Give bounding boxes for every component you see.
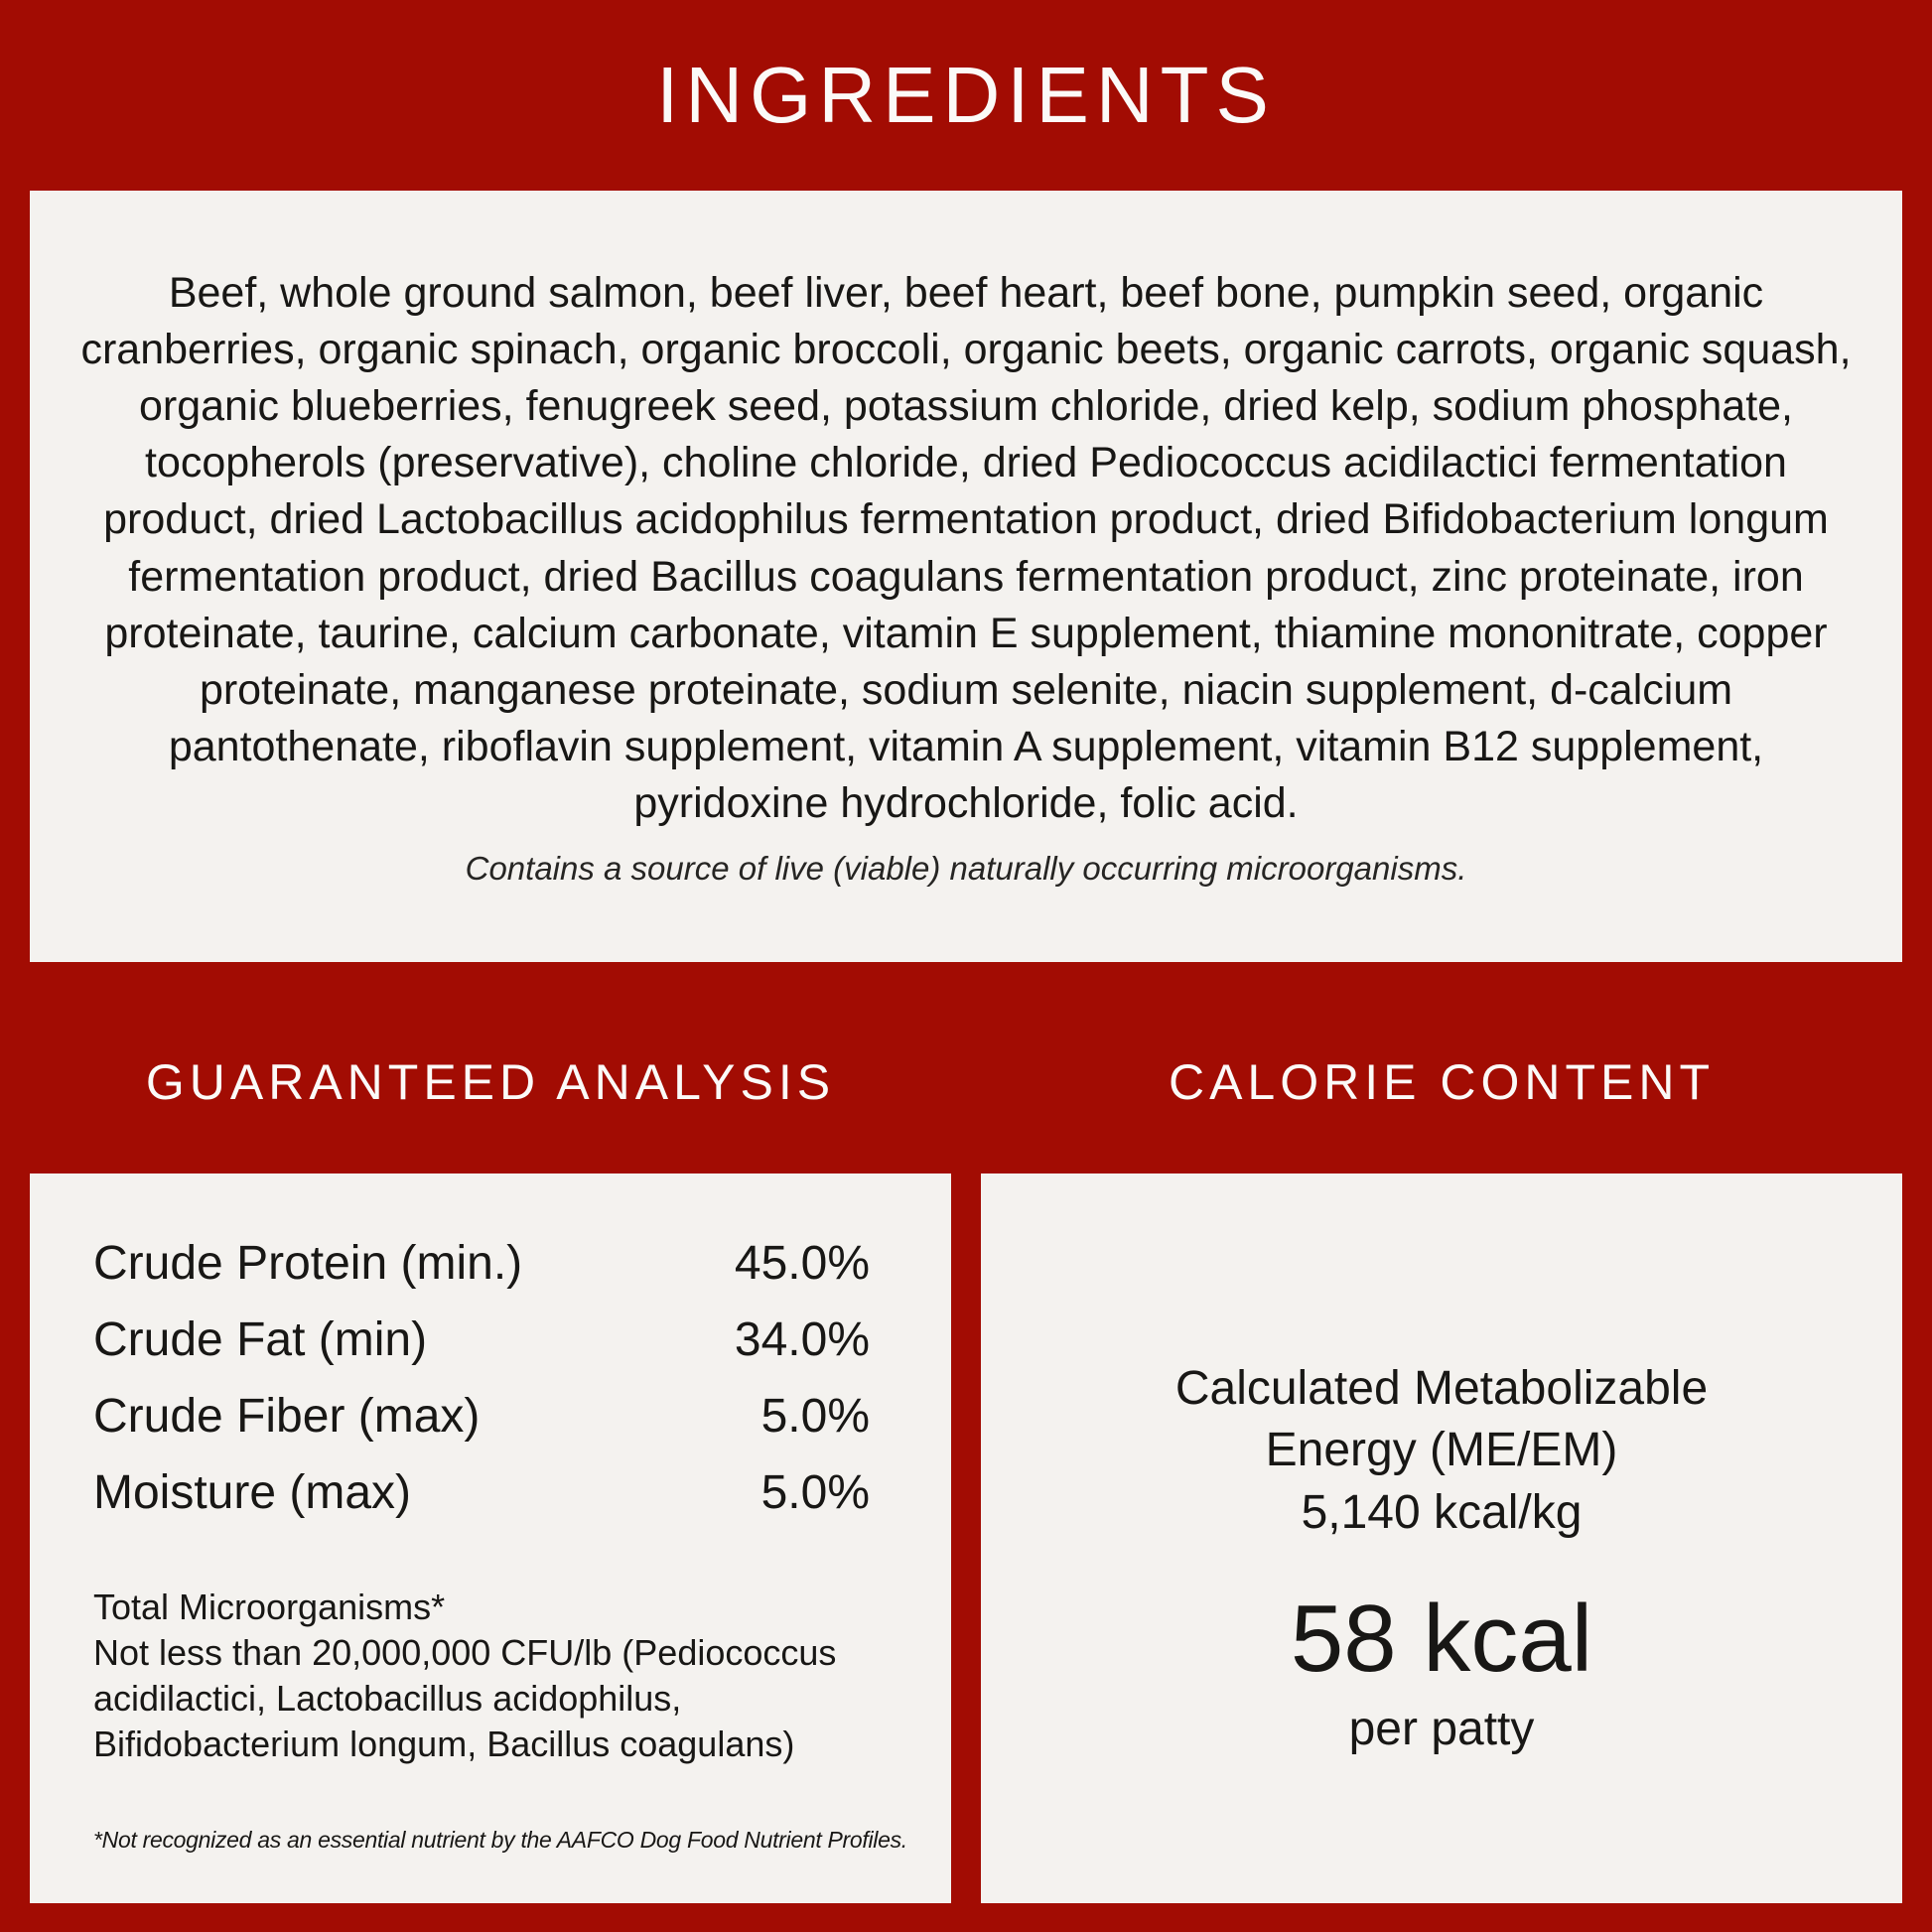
kcal-per-patty-value: 58 kcal	[1290, 1586, 1593, 1692]
ingredients-panel	[30, 191, 1902, 962]
guaranteed-analysis-panel	[30, 1173, 951, 1903]
analysis-value: 5.0%	[760, 1390, 870, 1443]
calorie-content-panel	[981, 1173, 1902, 1903]
analysis-value: 34.0%	[734, 1313, 870, 1366]
metabolizable-energy-value: 5,140 kcal/kg	[1301, 1485, 1583, 1539]
analysis-value: 5.0%	[760, 1466, 870, 1519]
analysis-row	[93, 1302, 870, 1378]
analysis-label: Crude Fiber (max)	[93, 1390, 481, 1443]
metabolizable-energy-label: Calculated Metabolizable Energy (ME/EM)	[1174, 1362, 1709, 1477]
guaranteed-analysis-heading: GUARANTEED ANALYSIS	[145, 1054, 836, 1110]
microorganisms-detail: Not less than 20,000,000 CFU/lb (Pediococcus acidilactici, Lactobacillus acidophilus, Bifidobacterium longum, Bacillus coagulans)	[93, 1632, 837, 1765]
microorganisms-block	[93, 1585, 888, 1767]
analysis-row	[93, 1225, 870, 1302]
microorganisms-title: Total Microorganisms*	[93, 1587, 446, 1627]
analysis-label: Crude Fat (min)	[93, 1313, 428, 1366]
guaranteed-analysis-table	[93, 1225, 870, 1531]
aafco-footnote: *Not recognized as an essential nutrient by the AAFCO Dog Food Nutrient Profiles.	[93, 1827, 907, 1853]
metabolizable-energy-block	[981, 1358, 1902, 1544]
analysis-label: Moisture (max)	[93, 1466, 412, 1519]
ingredients-note: Contains a source of live (viable) naturally occurring microorganisms.	[465, 850, 1467, 888]
page-title: INGREDIENTS	[656, 51, 1276, 139]
analysis-value: 45.0%	[734, 1237, 870, 1290]
kcal-per-patty-unit: per patty	[1348, 1703, 1535, 1755]
ingredients-list: Beef, whole ground salmon, beef liver, beef heart, beef bone, pumpkin seed, organic cranberries, organic spinach, organic broccoli, organic beets, organic carrots, organic squash, organic blueberries, fenugreek seed, potassium chloride, dried kelp, sodium phosphate, tocopherols (preservative), choline chloride, dried Pediococcus acidilactici fermentation product, dried Lactobacillus acidophilus fermentation product, dried Bifidobacterium longum fermentation product, dried Bacillus coagulans fermentation product, zinc proteinate, iron proteinate, taurine, calcium carbonate, vitamin E supplement, thiamine mononitrate, copper proteinate, manganese proteinate, sodium selenite, niacin supplement, d-calcium pantothenate, riboflavin supplement, vitamin A supplement, vitamin B12 supplement, pyridoxine hydrochloride, folic acid.	[80, 268, 1852, 828]
analysis-row	[93, 1378, 870, 1454]
analysis-row	[93, 1454, 870, 1531]
analysis-label: Crude Protein (min.)	[93, 1237, 523, 1290]
calorie-content-heading: CALORIE CONTENT	[1168, 1054, 1716, 1110]
